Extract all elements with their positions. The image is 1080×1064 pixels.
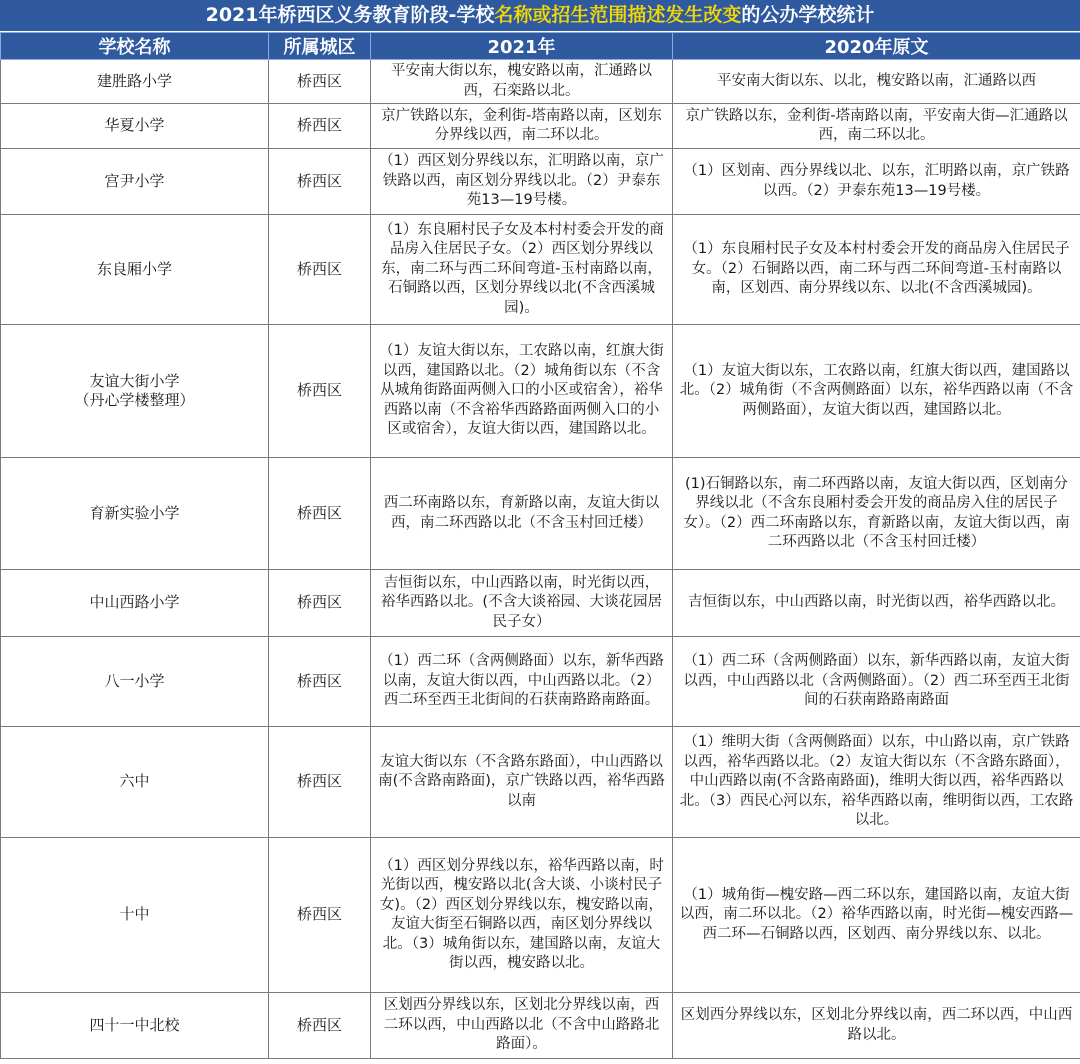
district: 桥西区 bbox=[269, 727, 371, 838]
header-2020: 2020年原文 bbox=[673, 33, 1080, 60]
district: 桥西区 bbox=[269, 458, 371, 570]
table-row bbox=[1, 838, 1080, 993]
school-name: 宫尹小学 bbox=[1, 149, 269, 215]
district: 桥西区 bbox=[269, 637, 371, 727]
range-2021: 京广铁路以东，金利街-塔南路以南，区划东分界线以西，南二环以北。 bbox=[371, 104, 673, 149]
header-district: 所属城区 bbox=[269, 33, 371, 60]
title-text-2: 的公办学校统计 bbox=[741, 4, 875, 26]
header-row bbox=[1, 33, 1080, 60]
range-2021: （1）西区划分界线以东，汇明路以南，京广铁路以西，南区划分界线以北。（2）尹泰东苑13—19号楼。 bbox=[371, 149, 673, 215]
header-school-name: 学校名称 bbox=[1, 33, 269, 60]
title-highlight: 名称或招生范围描述发生改变 bbox=[494, 4, 742, 26]
district: 桥西区 bbox=[269, 104, 371, 149]
school-name: 建胜路小学 bbox=[1, 60, 269, 104]
range-2020: (1)石铜路以东，南二环西路以南，友谊大街以西，区划南分界线以北（不含东良厢村委会开发的商品房入住的居民子女）。（2）西二环南路以东，育新路以南，友谊大街以西，南二环西路以北（不含玉村回迁楼） bbox=[673, 458, 1080, 570]
district: 桥西区 bbox=[269, 215, 371, 325]
table-row bbox=[1, 727, 1080, 838]
range-2021: 平安南大街以东，槐安路以南，汇通路以西，石栾路以北。 bbox=[371, 60, 673, 104]
range-2021: 吉恒街以东，中山西路以南，时光街以西，裕华西路以北。(不含大谈裕园、大谈花园居民子女） bbox=[371, 570, 673, 637]
district: 桥西区 bbox=[269, 993, 371, 1059]
range-2020: 吉恒街以东，中山西路以南，时光街以西，裕华西路以北。 bbox=[673, 570, 1080, 637]
school-name: 六中 bbox=[1, 727, 269, 838]
range-2021: （1）友谊大街以东，工农路以南，红旗大街以西，建国路以北。（2）城角街以东（不含从城角街路面两侧入口的小区或宿舍），裕华西路以南（不含裕华西路路面两侧入口的小区或宿舍），友谊大街以西，建国路以北。 bbox=[371, 325, 673, 458]
school-name: 育新实验小学 bbox=[1, 458, 269, 570]
school-name: 东良厢小学 bbox=[1, 215, 269, 325]
school-name: 四十一中北校 bbox=[1, 993, 269, 1059]
range-2021: 友谊大街以东（不含路东路面），中山西路以南(不含路南路面)，京广铁路以西，裕华西路以南 bbox=[371, 727, 673, 838]
range-2020: （1）维明大街（含两侧路面）以东，中山路以南，京广铁路以西，裕华西路以北。（2）友谊大街以东（不含路东路面），中山西路以南(不含路南路面)，维明大街以西，裕华西路以北。（3）西民心河以东，裕华西路以南，维明街以西，工农路以北。 bbox=[673, 727, 1080, 838]
school-name: 中山西路小学 bbox=[1, 570, 269, 637]
range-2021: （1）东良厢村民子女及本村村委会开发的商品房入住居民子女。（2）西区划分界线以东，南二环与西二环间弯道-玉村南路以南，石铜路以西，区划分界线以北(不含西溪城园)。 bbox=[371, 215, 673, 325]
range-2021: 区划西分界线以东，区划北分界线以南，西二环以西，中山西路以北（不含中山路路北路面）。 bbox=[371, 993, 673, 1059]
range-2020: 区划西分界线以东，区划北分界线以南，西二环以西，中山西路以北。 bbox=[673, 993, 1080, 1059]
school-table bbox=[0, 32, 1080, 1059]
range-2020: （1）东良厢村民子女及本村村委会开发的商品房入住居民子女。（2）石铜路以西，南二环与西二环间弯道-玉村南路以南，区划西、南分界线以东、以北(不含西溪城园)。 bbox=[673, 215, 1080, 325]
table-title bbox=[0, 0, 1080, 32]
range-2020: （1）西二环（含两侧路面）以东，新华西路以南，友谊大街以西，中山西路以北（含两侧路面）。（2）西二环至西王北街间的石获南路路南路面 bbox=[673, 637, 1080, 727]
title-text-1: 2021年桥西区义务教育阶段-学校 bbox=[205, 4, 495, 26]
table-row bbox=[1, 637, 1080, 727]
table-row bbox=[1, 104, 1080, 149]
range-2021: （1）西区划分界线以东，裕华西路以南，时光街以西，槐安路以北(含大谈、小谈村民子女)。（2）西区划分界线以东，槐安路以南，友谊大街至石铜路以西，南区划分界线以北。（3）城角街以东，建国路以南，友谊大街以西，槐安路以北。 bbox=[371, 838, 673, 993]
range-2020: 平安南大街以东、以北，槐安路以南，汇通路以西 bbox=[673, 60, 1080, 104]
school-name: 八一小学 bbox=[1, 637, 269, 727]
district: 桥西区 bbox=[269, 570, 371, 637]
school-name-note: （丹心学楼整理） bbox=[74, 391, 195, 409]
header-2021: 2021年 bbox=[371, 33, 673, 60]
range-2021: （1）西二环（含两侧路面）以东，新华西路以南，友谊大街以西，中山西路以北。（2）西二环至西王北街间的石获南路路南路面。 bbox=[371, 637, 673, 727]
range-2021: 西二环南路以东，育新路以南，友谊大街以西，南二环西路以北（不含玉村回迁楼） bbox=[371, 458, 673, 570]
school-name: 华夏小学 bbox=[1, 104, 269, 149]
range-2020: （1）区划南、西分界线以北、以东，汇明路以南，京广铁路以西。（2）尹泰东苑13—19号楼。 bbox=[673, 149, 1080, 215]
range-2020: （1）城角街—槐安路—西二环以东，建国路以南，友谊大街以西，南二环以北。（2）裕华西路以南，时光街—槐安西路—西二环—石铜路以西，区划西、南分界线以东、以北。 bbox=[673, 838, 1080, 993]
district: 桥西区 bbox=[269, 325, 371, 458]
school-name: 友谊大街小学 bbox=[89, 371, 180, 390]
school-name-cell bbox=[1, 325, 269, 458]
table-row bbox=[1, 570, 1080, 637]
table-row bbox=[1, 60, 1080, 104]
table-row bbox=[1, 325, 1080, 458]
table-row bbox=[1, 149, 1080, 215]
district: 桥西区 bbox=[269, 838, 371, 993]
table-row bbox=[1, 215, 1080, 325]
school-name: 十中 bbox=[1, 838, 269, 993]
table-row bbox=[1, 993, 1080, 1059]
district: 桥西区 bbox=[269, 60, 371, 104]
table-row bbox=[1, 458, 1080, 570]
range-2020: 京广铁路以东，金利街-塔南路以南，平安南大街—汇通路以西，南二环以北。 bbox=[673, 104, 1080, 149]
district: 桥西区 bbox=[269, 149, 371, 215]
range-2020: （1）友谊大街以东，工农路以南，红旗大街以西，建国路以北。（2）城角街（不含两侧路面）以东，裕华西路以南（不含两侧路面），友谊大街以西，建国路以北。 bbox=[673, 325, 1080, 458]
